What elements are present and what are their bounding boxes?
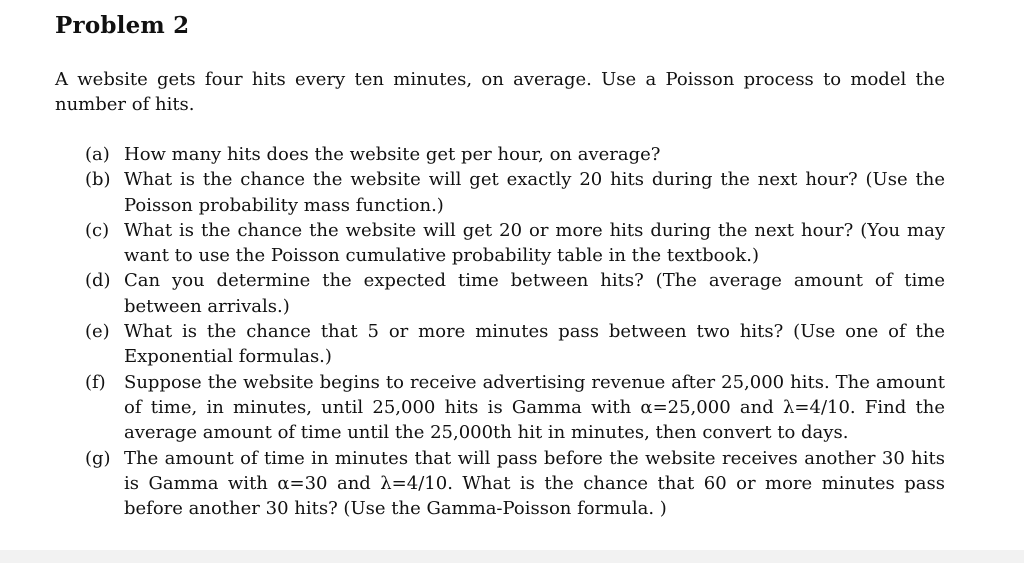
part-label: (f) — [85, 371, 106, 393]
problem-part-e — [85, 319, 945, 370]
problem-part-b — [85, 167, 945, 218]
page-bottom-strip — [0, 550, 1024, 563]
part-label: (c) — [85, 219, 110, 241]
part-label: (g) — [85, 447, 111, 469]
part-text: What is the chance the website will get 20 or more hits during the next hour? (You may want to use the Poisson cumulative probability table in the textbook.) — [124, 219, 945, 267]
part-text: What is the chance that 5 or more minutes pass between two hits? (Use one of the Exponential formulas.) — [124, 321, 945, 368]
problem-parts-list — [85, 142, 945, 521]
problem-part-d — [85, 268, 945, 319]
part-text: What is the chance the website will get exactly 20 hits during the next hour? (Use the Poisson probability mass function.) — [124, 169, 945, 216]
part-text: Can you determine the expected time between hits? (The average amount of time between arrivals.) — [124, 270, 945, 317]
problem-title: Problem 2 — [55, 12, 190, 39]
part-text: The amount of time in minutes that will pass before the website receives another 30 hits is Gamma with α=30 and λ=4/10. What is the chance that 60 or more minutes pass before another 30 hits? (Use the Gamma-Poisson formula. ) — [124, 447, 945, 520]
problem-part-c — [85, 218, 945, 269]
problem-part-f — [85, 370, 945, 446]
part-text: How many hits does the website get per hour, on average? — [124, 144, 661, 165]
part-label: (e) — [85, 321, 110, 343]
part-label: (a) — [85, 144, 110, 165]
problem-part-g — [85, 446, 945, 522]
part-label: (d) — [85, 270, 111, 292]
problem-intro: A website gets four hits every ten minutes, on average. Use a Poisson process to model the number of hits. — [55, 69, 945, 115]
part-label: (b) — [85, 169, 111, 191]
part-text: Suppose the website begins to receive advertising revenue after 25,000 hits. The amount of time, in minutes, until 25,000 hits is Gamma with α=25,000 and λ=4/10. Find the average amount of time until the 25,000th hit in minutes, then convert to days. — [124, 371, 945, 444]
problem-part-a — [85, 142, 945, 167]
